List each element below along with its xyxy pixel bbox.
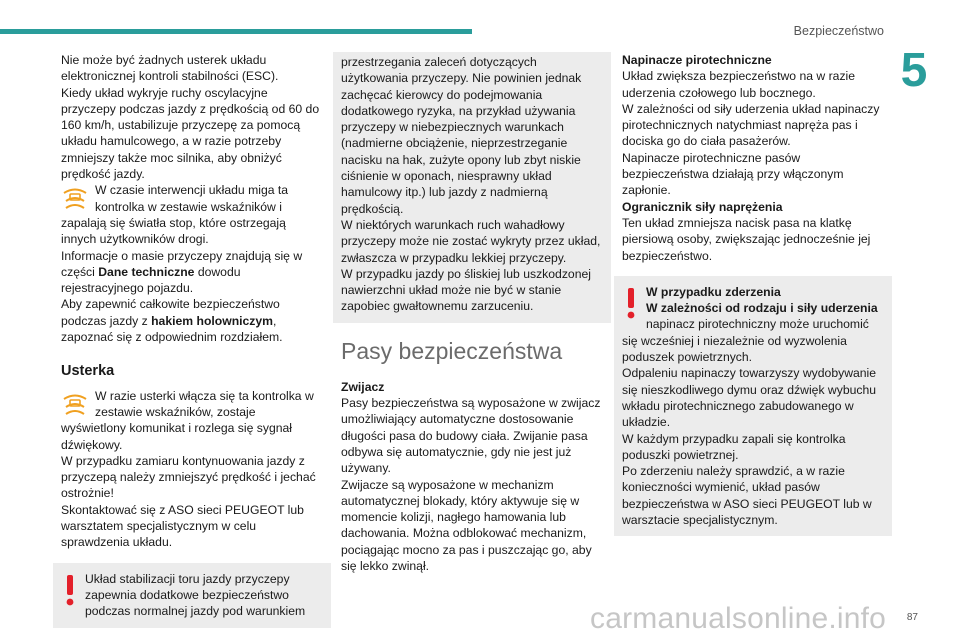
paragraph: Informacje o masie przyczepy znajdują się w części Dane techniczne dowodu rejestracyjnego pojazdu. (61, 248, 303, 296)
warning-box: W przypadku zderzenia W zależności od rodzaju i siły uderzenia napinacz pirotechniczny może uruchomić się wcześniej i niezależnie od wyzwolenia poduszek powietrznych. Odpaleniu napinaczy towarzyszy wydobywanie się nieszkodliwego dymu oraz dźwięk wybuchu wkładu pirotechnicznego zabudowanego w układzie. W każdym przypadku zapali się kontrolka poduszki powietrznej. Po zderzeniu należy sprawdzić, a w razie konieczności wymienić, układ pasów bezpieczeństwa w ASO sieci PEUGEOT lub w warsztacie specjalistycznym. (614, 276, 892, 536)
subheading: Napinacze pirotechniczne (622, 53, 772, 67)
paragraph: Ten układ zmniejsza nacisk pasa na klatkę piersiową osoby, zwiększając jednocześnie jej bezpieczeństwo. (622, 215, 871, 263)
exclamation-alert-icon (61, 573, 79, 607)
paragraph: Układ zwiększa bezpieczeństwo na w razie uderzenia czołowego lub bocznego. (622, 69, 856, 100)
paragraph: Nie może być żadnych usterek układu elektronicznej kontroli stabilności (ESC). (61, 53, 279, 84)
column-3 (622, 52, 884, 536)
heading-usterka: Usterka (61, 363, 115, 380)
column-1 (61, 52, 323, 628)
exclamation-alert-icon (622, 286, 640, 320)
paragraph: W zależności od siły uderzenia układ napinaczy pirotechnicznych natychmiast napręża pas i dociska go do ciała pasażerów. (622, 101, 880, 149)
trailer-stability-warning-icon (61, 390, 89, 418)
paragraph-with-icon: W razie usterki włącza się ta kontrolka w zestawie wskaźników, zostaje wyświetlony komunikat i rozlega się sygnał dźwiękowy. (61, 388, 314, 452)
trailer-stability-warning-icon (61, 184, 89, 212)
paragraph: Pasy bezpieczeństwa są wyposażone w zwijacz umożliwiający automatyczne dostosowanie długości pasa do budowy ciała. Zwijanie pasa odbywa się automatycznie, gdy nie jest już używany. (341, 396, 601, 476)
header-accent-bar (0, 29, 472, 34)
paragraph: Napinacze pirotechniczne pasów bezpieczeństwa działają przy włączonym zapłonie. (622, 150, 844, 198)
paragraph: Kiedy układ wykryje ruchy oscylacyjne przyczepy podczas jazdy z prędkością od 60 do 160 km/h, ustabilizuje przyczepę za pomocą układu hamulcowego, a w razie potrzeby zmniejszy także moc silnika, aby obniżyć prędkość jazdy. (61, 85, 320, 182)
section-title: Bezpieczeństwo (793, 24, 884, 38)
subheading: Zwijacz (341, 379, 385, 394)
paragraph: W przypadku zamiaru kontynuowania jazdy z przyczepą należy zmniejszyć prędkość i jechać ostrożnie! (61, 453, 316, 501)
column-2 (341, 52, 603, 574)
paragraph: Zwijacze są wyposażone w mechanizm automatycznej blokady, który aktywuje się w momencie kolizji, nagłego hamowania lub dachowania. Można odblokować mechanizm, pociągając mocno za pas i puszczając go, aby się lekko zwinął. (341, 477, 592, 574)
paragraph-with-icon: W czasie interwencji układu miga ta kontrolka w zestawie wskaźników i zapalają się światła stop, które ostrzegają innych użytkowników drogi. (61, 183, 289, 247)
section-heading: Pasy bezpieczeństwa (341, 337, 563, 364)
subheading: Ogranicznik siły naprężenia (622, 199, 783, 214)
paragraph: Aby zapewnić całkowite bezpieczeństwo podczas jazdy z hakiem holowniczym, zapoznać się z odpowiednim rozdziałem. (61, 297, 283, 345)
paragraph: Skontaktować się z ASO sieci PEUGEOT lub warsztatem specjalistycznym w celu sprawdzenia układu. (61, 502, 304, 550)
watermark: carmanualsonline.info (590, 602, 887, 635)
warning-box-continued: przestrzegania zaleceń dotyczących użytkowania przyczepy. Nie powinien jednak zachęcać kierowcy do podejmowania dodatkowego ryzyka, na przykład używania przyczepy w niebezpiecznych warunkach (nadmierne obciążenie, nieprzestrzeganie nacisku na hak, zużyte opony lub zbyt niskie ciśnienie w oponach, niesprawny układ hamulcowy itp.) lub jazdy z nadmierną prędkością. W niektórych warunkach ruch wahadłowy przyczepy może nie zostać wykryty przez układ, zwłaszcza w przypadku lekkiej przyczepy. W przypadku jazdy po śliskiej lub uszkodzonej nawierzchni układ może nie być w stanie zapobiec gwałtownemu zarzuceniu. (333, 52, 611, 323)
chapter-number: 5 (900, 44, 928, 97)
warning-box: Układ stabilizacji toru jazdy przyczepy zapewnia dodatkowe bezpieczeństwo podczas normalnej jazdy pod warunkiem (53, 563, 331, 628)
page-number: 87 (906, 612, 918, 623)
